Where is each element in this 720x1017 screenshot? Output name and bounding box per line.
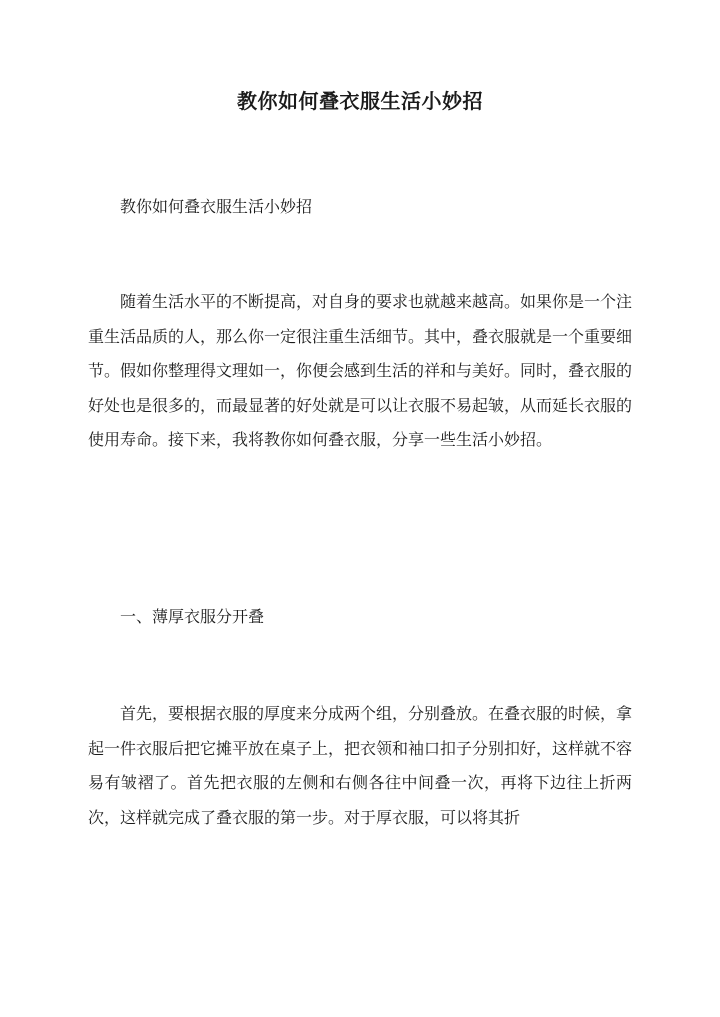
paragraph-section-1: 首先，要根据衣服的厚度来分成两个组，分别叠放。在叠衣服的时候，拿起一件衣服后把它摊平放在桌子上，把衣领和袖口扣子分别扣好，这样就不容易有皱褶了。首先把衣服的左侧和右侧各往中间叠一次，再将下边往上折两次，这样就完成了叠衣服的第一步。对于厚衣服，可以将其折 [88,704,633,827]
document-subtitle: 教你如何叠衣服生活小妙招 [120,197,313,216]
section-heading-1: 一、薄厚衣服分开叠 [120,607,265,626]
paragraph-intro: 随着生活水平的不断提高，对自身的要求也就越来越高。如果你是一个注重生活品质的人，那么你一定很注重生活细节。其中，叠衣服就是一个重要细节。假如你整理得文理如一，你便会感到生活的祥和与美好。同时，叠衣服的好处也是很多的，而最显著的好处就是可以让衣服不易起皱，从而延长衣服的使用寿命。接下来，我将教你如何叠衣服，分享一些生活小妙招。 [88,292,633,449]
document-title: 教你如何叠衣服生活小妙招 [237,89,483,113]
